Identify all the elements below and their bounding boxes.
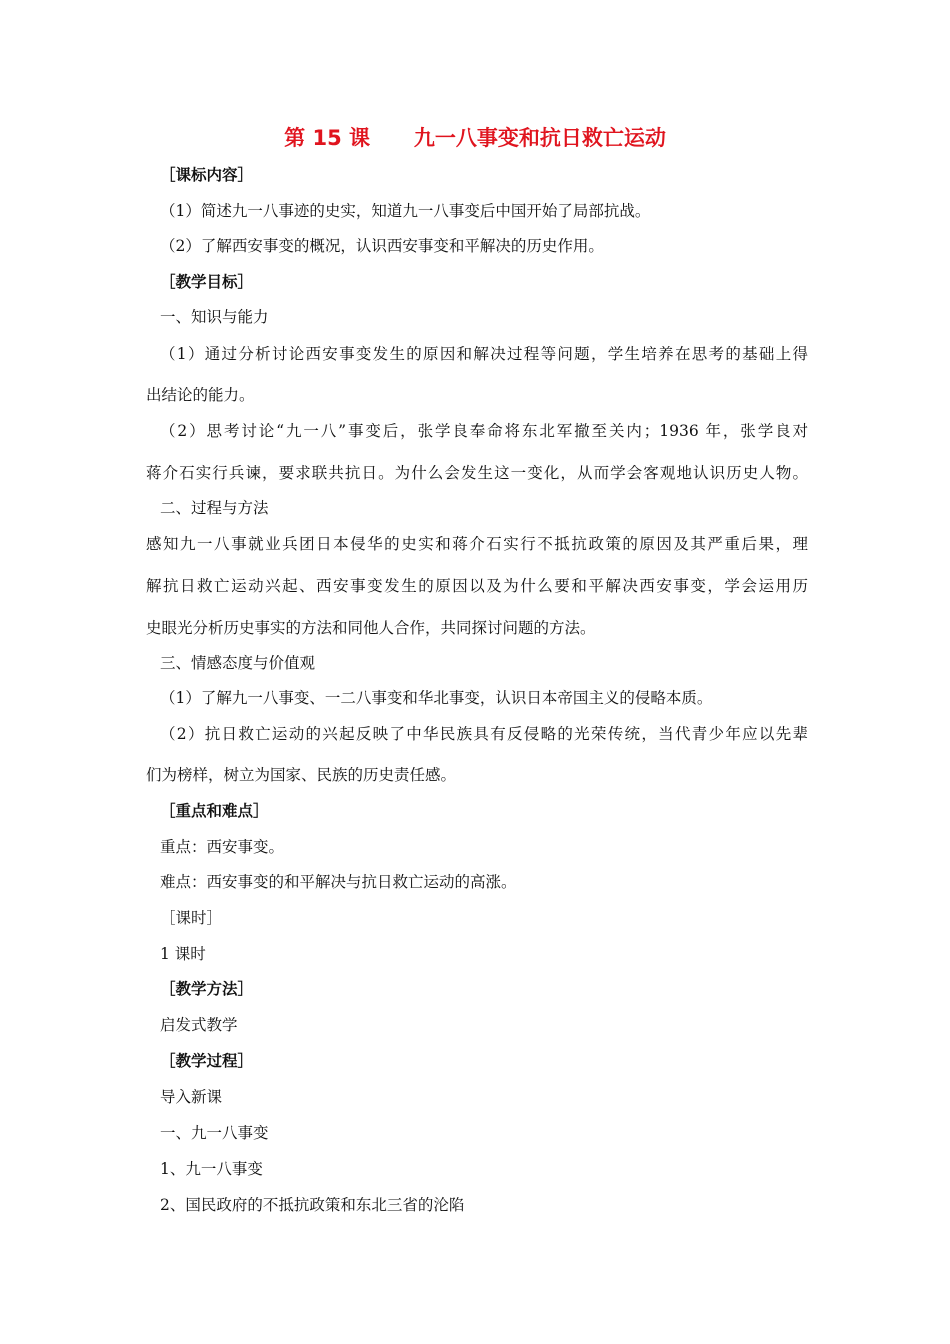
teaching-method-value: 启发式教学	[160, 1016, 238, 1034]
curriculum-item-1: （1）简述九一八事迹的史实，知道九一八事变后中国开始了局部抗战。	[160, 202, 651, 220]
intro-line: 导入新课	[160, 1088, 223, 1106]
lesson-title: 第 15 课 九一八事变和抗日救亡运动	[284, 126, 666, 150]
teaching-process-heading: ［教学过程］	[160, 1052, 254, 1070]
class-hours-value: 1 课时	[160, 945, 206, 963]
goal-1-line-2: 出结论的能力。	[146, 386, 255, 404]
teaching-method-heading: ［教学方法］	[160, 980, 254, 998]
part-1-item-2: 2、国民政府的不抵抗政策和东北三省的沦陷	[160, 1196, 465, 1214]
emotion-item-2-line-2: 们为榜样，树立为国家、民族的历史责任感。	[146, 766, 457, 784]
emotion-item-1: （1）了解九一八事变、一二八事变和华北事变，认识日本帝国主义的侵略本质。	[160, 689, 713, 707]
goal-1-line-1: （1）通过分析讨论西安事变发生的原因和解决过程等问题，学生培养在思考的基础上得	[160, 345, 808, 363]
curriculum-heading: ［课标内容］	[160, 166, 254, 184]
curriculum-item-2: （2）了解西安事变的概况，认识西安事变和平解决的历史作用。	[160, 237, 604, 255]
goals-heading: ［教学目标］	[160, 273, 254, 291]
process-goal-line-1: 感知九一八事就业兵团日本侵华的史实和蒋介石实行不抵抗政策的原因及其严重后果，理	[146, 535, 808, 553]
goal-part-1-heading: 一、知识与能力	[160, 308, 269, 326]
difficult-point: 难点：西安事变的和平解决与抗日救亡运动的高涨。	[160, 873, 517, 891]
emotion-item-2-line-1: （2）抗日救亡运动的兴起反映了中华民族具有反侵略的光荣传统，当代青少年应以先辈	[160, 725, 808, 743]
process-goal-line-3: 史眼光分析历史事实的方法和同他人合作，共同探讨问题的方法。	[146, 619, 596, 637]
process-goal-line-2: 解抗日救亡运动兴起、西安事变发生的原因以及为什么要和平解决西安事变，学会运用历	[146, 577, 808, 595]
key-points-heading: ［重点和难点］	[160, 802, 269, 820]
key-point: 重点：西安事变。	[160, 838, 285, 856]
part-1-heading: 一、九一八事变	[160, 1124, 269, 1142]
class-hours-heading: ［课时］	[160, 909, 223, 927]
goal-part-3-heading: 三、情感态度与价值观	[160, 654, 316, 672]
goal-2-line-2: 蒋介石实行兵谏，要求联共抗日。为什么会发生这一变化，从而学会客观地认识历史人物。	[146, 464, 808, 482]
part-1-item-1: 1、九一八事变	[160, 1160, 263, 1178]
goal-2-line-1: （2）思考讨论“九一八”事变后，张学良奉命将东北军撤至关内；1936 年，张学良对	[160, 422, 808, 440]
goal-part-2-heading: 二、过程与方法	[160, 499, 269, 517]
